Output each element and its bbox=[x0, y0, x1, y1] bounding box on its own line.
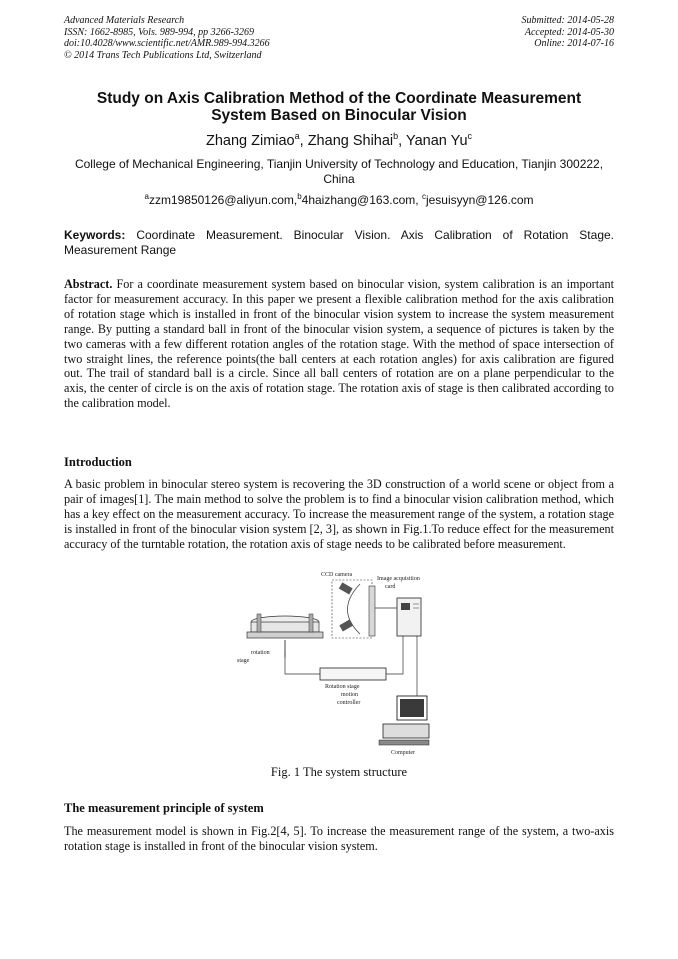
stage-label-2: stage bbox=[237, 658, 250, 664]
author-1-mark: a bbox=[294, 131, 300, 141]
affiliation-line-1: College of Mechanical Engineering, Tianjin University of Technology and Education, Tianjin 300222, bbox=[74, 157, 604, 171]
computer-label: Computer bbox=[391, 750, 415, 756]
keywords-text: Coordinate Measurement. Binocular Vision. Axis Calibration of Rotation Stage. Measurement Range bbox=[64, 228, 614, 257]
abstract-text: For a coordinate measurement system based on binocular vision, system calibration is an important factor for measurement accuracy. In this paper we present a flexible calibration method for the axis calibration of rotation stage which is installed in front of the binocular vision system to increase the system measurement range. By putting a standard ball in front of the binocular vision system, a sequence of pictures is taken by the two cameras with a few different rotation angles of the rotation stage. With the method of space intersection of two straight lines, the reference points(the ball centers at each rotation angles) for axis calibration are figured out. The trail of standard ball is a circle. Since all ball centers of rotation are on a plane perpendicular to the axis, the center of circle is on the axis of rotation stage. The rotation axis of stage is then calibrated according to the calibration model. bbox=[64, 277, 614, 411]
author-3: Yanan Yu bbox=[405, 133, 468, 149]
controller-label-3: controller bbox=[337, 700, 361, 706]
author-separator: , bbox=[299, 133, 308, 149]
email-c-mark: c bbox=[421, 192, 426, 201]
controller-to-tower-line bbox=[386, 636, 403, 674]
email-a-link[interactable]: zzm19850126@aliyun.com, bbox=[148, 193, 298, 207]
camera-bottom-icon bbox=[339, 619, 353, 631]
title-line-1: Study on Axis Calibration Method of the Coordinate Measurement bbox=[96, 90, 582, 107]
author-separator: , bbox=[398, 133, 406, 149]
computer-base bbox=[383, 724, 429, 738]
journal-name: Advanced Materials Research bbox=[64, 15, 185, 26]
measurement-principle-heading: The measurement principle of system bbox=[64, 801, 264, 815]
abstract bbox=[64, 277, 614, 411]
introduction-heading: Introduction bbox=[64, 455, 132, 469]
system-structure-diagram bbox=[227, 568, 457, 758]
motion-controller-box bbox=[320, 668, 386, 680]
journal-copyright: © 2014 Trans Tech Publications Ltd, Switzerland bbox=[64, 49, 262, 61]
title-line-2: System Based on Binocular Vision bbox=[211, 107, 467, 124]
author-emails bbox=[64, 192, 614, 207]
accepted-date: Accepted: 2014-05-30 bbox=[524, 26, 614, 38]
stage-post-left bbox=[257, 614, 261, 632]
abstract-label: Abstract. bbox=[64, 277, 113, 291]
ccd-camera-label: CCD camera bbox=[321, 572, 353, 578]
paper-title bbox=[64, 90, 614, 124]
author-2-mark: b bbox=[393, 131, 399, 141]
author-1: Zhang Zimiao bbox=[205, 133, 295, 149]
stage-label-1: rotation bbox=[251, 650, 270, 656]
keywords-label: Keywords: bbox=[64, 228, 126, 242]
author-3-mark: c bbox=[467, 131, 473, 141]
journal-doi: doi:10.4028/www.scientific.net/AMR.989-994.3266 bbox=[64, 38, 270, 49]
introduction-text: A basic problem in binocular stereo system is recovering the 3D construction of a world scene or object from a pair of images[1]. The main method to solve the problem is to find a binocular vision calibration method, which has a key effect on the measurement accuracy. To increase the measurement range of the system, a rotation stage is installed in front of the binocular vision system [2, 3], as shown in Fig.1.To reduce effect for the measurement accuracy of the turntable rotation, the rotation axis of stage needs to be calibrated before measurement. bbox=[64, 477, 614, 551]
journal-issn: ISSN: 1662-8985, Vols. 989-994, pp 3266-3269 bbox=[64, 26, 254, 38]
affiliation bbox=[64, 157, 614, 187]
journal-info bbox=[64, 15, 270, 61]
email-a-mark: a bbox=[144, 192, 149, 201]
computer-keyboard bbox=[379, 740, 429, 745]
email-c-link[interactable]: jesuisyyn@126.com bbox=[425, 193, 534, 207]
camera-top-icon bbox=[339, 582, 353, 594]
publication-dates bbox=[522, 15, 615, 50]
submitted-date: Submitted: 2014-05-28 bbox=[521, 15, 614, 26]
keywords bbox=[64, 228, 614, 258]
author-2: Zhang Shihai bbox=[307, 133, 394, 149]
email-b-link[interactable]: 4haizhang@163.com, bbox=[301, 193, 419, 207]
email-b-mark: b bbox=[297, 192, 302, 201]
online-date: Online: 2014-07-16 bbox=[534, 38, 614, 49]
affiliation-line-2: China bbox=[323, 172, 355, 186]
figure-1-system-structure bbox=[227, 568, 457, 758]
stage-post-right bbox=[309, 614, 313, 632]
card-label-1: Image acquisition bbox=[377, 576, 420, 582]
computer-screen bbox=[400, 699, 424, 717]
figure-1-caption: Fig. 1 The system structure bbox=[270, 765, 408, 779]
controller-label-1: Rotation stage bbox=[325, 684, 360, 690]
stage-to-controller-line bbox=[285, 672, 320, 674]
stage-base bbox=[247, 632, 323, 638]
measurement-principle-text: The measurement model is shown in Fig.2[4, 5]. To increase the measurement range of the system, a two-axis rotation stage is installed in front of the binocular vision system. bbox=[64, 824, 614, 853]
card-label-2: card bbox=[385, 584, 396, 590]
acquisition-card-icon bbox=[401, 603, 410, 610]
camera-mount-plate bbox=[369, 586, 375, 636]
author-list bbox=[64, 131, 614, 149]
controller-label-2: motion bbox=[341, 692, 359, 698]
